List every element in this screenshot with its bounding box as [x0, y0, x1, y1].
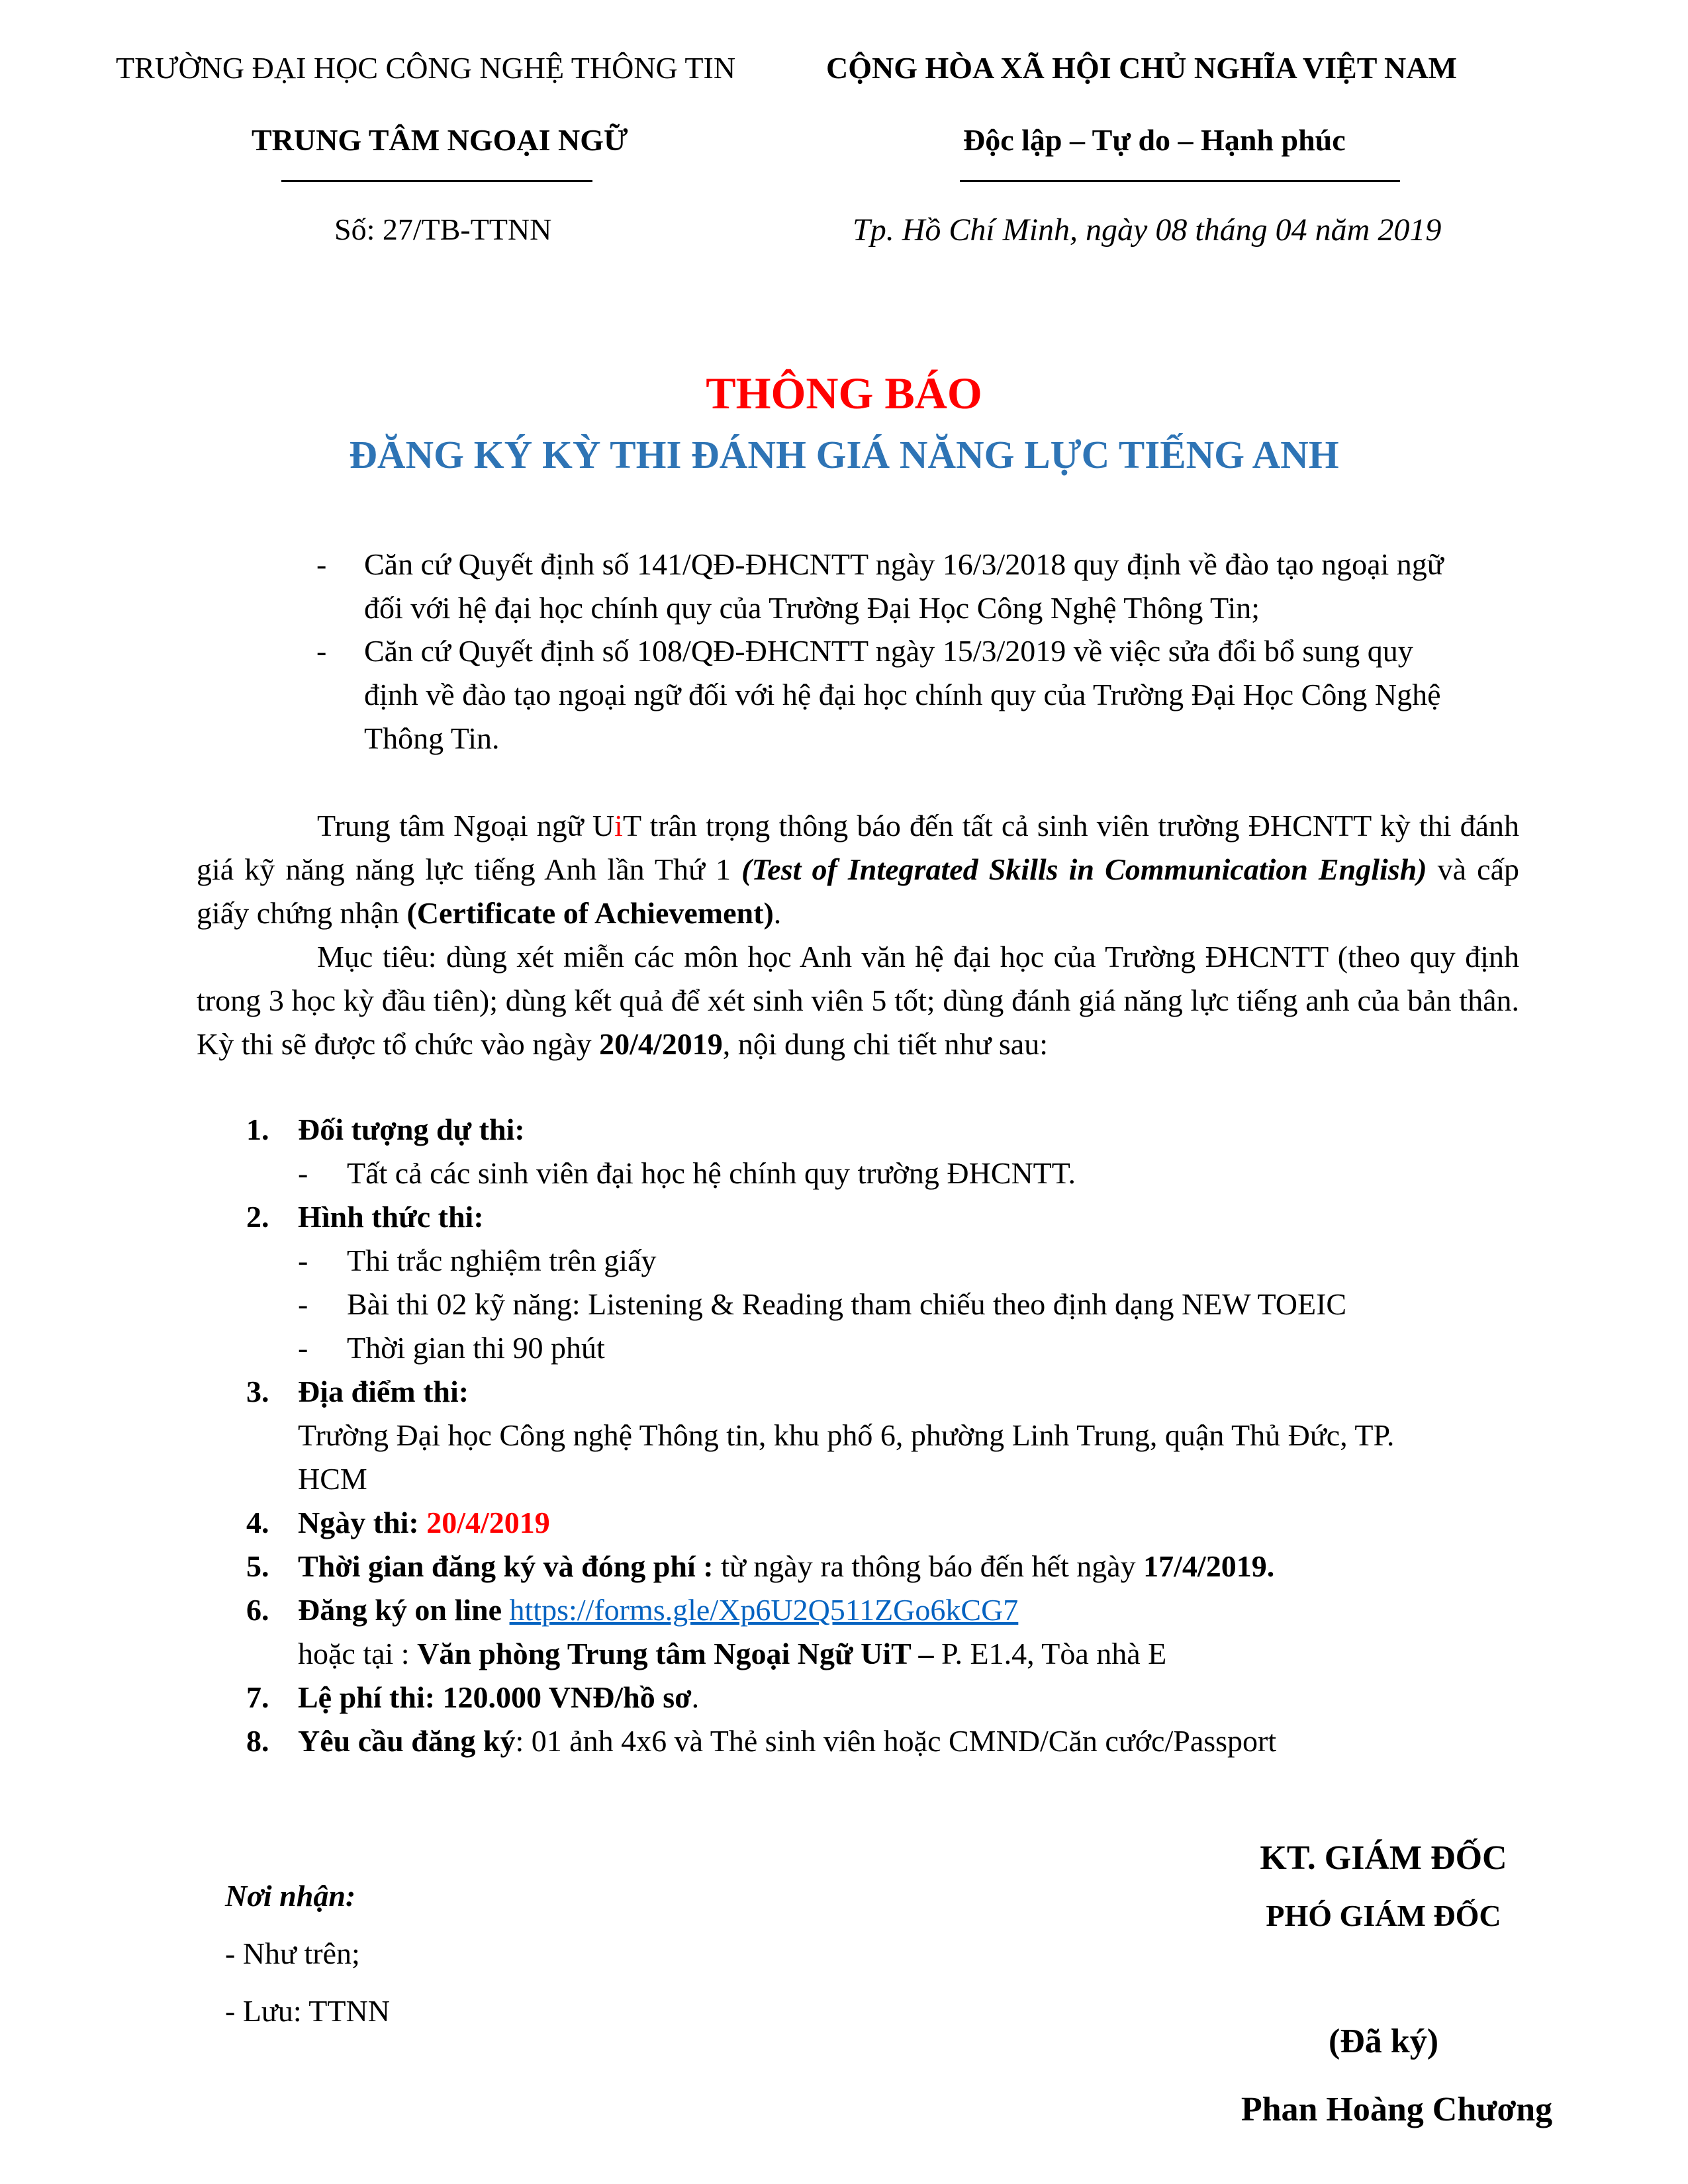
item-exam-date-value: 20/4/2019	[426, 1506, 550, 1539]
item-requirements-text: : 01 ảnh 4x6 và Thẻ sinh viên hoặc CMND/Căn cước/Passport	[515, 1724, 1277, 1758]
item-format-detail-1: Thi trắc nghiệm trên giấy	[347, 1244, 657, 1277]
item-registration-period	[298, 1549, 1274, 1584]
sub-dash: -	[298, 1287, 308, 1321]
item-format-title: Hình thức thi:	[298, 1200, 484, 1234]
item-offline-registration	[298, 1636, 1166, 1671]
item-online-registration-label: Đăng ký on line	[298, 1593, 502, 1627]
item-exam-fee-end: .	[691, 1680, 700, 1714]
sub-dash: -	[298, 1156, 308, 1190]
recipients-title: Nơi nhận:	[225, 1879, 356, 1913]
sub-dash: -	[298, 1244, 308, 1277]
item-exam-fee	[298, 1680, 699, 1715]
national-motto: Độc lập – Tự do – Hạnh phúc	[963, 123, 1346, 157]
item-eligibility-title: Đối tượng dự thi:	[298, 1113, 525, 1146]
item-requirements	[298, 1723, 1276, 1758]
nation-name: CỘNG HÒA XÃ HỘI CHỦ NGHĨA VIỆT NAM	[826, 51, 1457, 85]
item-number: 7.	[246, 1680, 269, 1714]
center-name: TRUNG TÂM NGOẠI NGỮ	[252, 123, 628, 157]
item-number: 5.	[246, 1549, 269, 1583]
item-number: 3.	[246, 1375, 269, 1408]
item-online-registration	[298, 1592, 1018, 1627]
recipient-2: - Lưu: TTNN	[225, 1994, 390, 2028]
brand-letter: i	[614, 809, 623, 842]
basis-2-line-1: Căn cứ Quyết định số 108/QĐ-ĐHCNTT ngày 15/3/2019 về việc sửa đổi bổ sung quy	[364, 634, 1413, 668]
exam-date-inline: 20/4/2019	[599, 1027, 723, 1061]
item-number: 1.	[246, 1113, 269, 1146]
left-header-rule	[281, 180, 592, 182]
school-name: TRƯỜNG ĐẠI HỌC CÔNG NGHỆ THÔNG TIN	[116, 51, 736, 85]
intro-paragraph-2	[197, 935, 1519, 1066]
item-registration-deadline: 17/4/2019.	[1143, 1549, 1275, 1583]
offline-registration-prefix: hoặc tại :	[298, 1637, 418, 1670]
intro-text: và cấp giấy chứng nhận	[197, 852, 1519, 930]
item-exam-date	[298, 1505, 550, 1540]
document-subtitle: ĐĂNG KÝ KỲ THI ĐÁNH GIÁ NĂNG LỰC TIẾNG ANH	[349, 433, 1339, 477]
certificate-name: (Certificate of Achievement)	[406, 896, 774, 930]
signer-name: Phan Hoàng Chương	[1241, 2091, 1553, 2128]
basis-1-line-1: Căn cứ Quyết định số 141/QĐ-ĐHCNTT ngày 16/3/2018 quy định về đào tạo ngoại ngữ	[364, 547, 1444, 581]
signed-mark: (Đã ký)	[1328, 2023, 1439, 2060]
item-exam-fee-label: Lệ phí thi: 120.000 VNĐ/hồ sơ	[298, 1680, 692, 1714]
recipient-1: - Như trên;	[225, 1936, 360, 1970]
bullet-dash: -	[316, 547, 327, 581]
signature-title-1: KT. GIÁM ĐỐC	[1260, 1839, 1507, 1877]
item-number: 6.	[246, 1593, 269, 1627]
basis-1-line-2: đối với hệ đại học chính quy của Trường Đại Học Công Nghệ Thông Tin;	[364, 591, 1260, 625]
intro-text: .	[773, 896, 782, 930]
intro-text: , nội dung chi tiết như sau:	[722, 1027, 1048, 1061]
item-eligibility-detail: Tất cả các sinh viên đại học hệ chính quy trường ĐHCNTT.	[347, 1156, 1076, 1190]
document-title: THÔNG BÁO	[706, 368, 982, 418]
offline-registration-office: Văn phòng Trung tâm Ngoại Ngữ UiT –	[417, 1637, 934, 1670]
item-location-title: Địa điểm thi:	[298, 1375, 469, 1408]
sub-dash: -	[298, 1331, 308, 1365]
intro-text: Trung tâm Ngoại ngữ U	[317, 809, 615, 842]
bullet-dash: -	[316, 634, 327, 668]
intro-text: Mục tiêu: dùng xét miễn các môn học Anh văn hệ đại học của Trường ĐHCNTT (theo quy định trong 3 học kỳ đầu tiên); dùng kết quả để xét sinh viên 5 tốt; dùng đánh giá năng lực tiếng anh của bản thân. Kỳ thi sẽ được tổ chức vào ngày	[197, 940, 1519, 1061]
document-number: Số: 27/TB-TTNN	[334, 212, 552, 246]
item-exam-date-label: Ngày thi:	[298, 1506, 427, 1539]
right-header-rule	[960, 180, 1400, 182]
item-number: 2.	[246, 1200, 269, 1234]
item-registration-period-text: từ ngày ra thông báo đến hết ngày	[713, 1549, 1144, 1583]
item-format-detail-2: Bài thi 02 kỹ năng: Listening & Reading tham chiếu theo định dạng NEW TOEIC	[347, 1287, 1347, 1321]
registration-form-link[interactable]: https://forms.gle/Xp6U2Q511ZGo6kCG7	[509, 1593, 1019, 1627]
item-location-line-2: HCM	[298, 1462, 367, 1496]
place-date: Tp. Hồ Chí Minh, ngày 08 tháng 04 năm 2019	[853, 212, 1442, 248]
intro-text: T trân trọng thông báo đến tất cả sinh viên trường ĐHCNTT kỳ thi đánh giá kỹ năng năng lực tiếng Anh lần Thứ 1	[197, 809, 1519, 886]
item-number: 8.	[246, 1724, 269, 1758]
basis-2-line-2: định về đào tạo ngoại ngữ đối với hệ đại học chính quy của Trường Đại Học Công Nghệ	[364, 678, 1441, 711]
offline-registration-room: P. E1.4, Tòa nhà E	[933, 1637, 1167, 1670]
basis-2-line-3: Thông Tin.	[364, 721, 500, 755]
item-number: 4.	[246, 1506, 269, 1539]
item-registration-period-label: Thời gian đăng ký và đóng phí :	[298, 1549, 714, 1583]
item-location-line-1: Trường Đại học Công nghệ Thông tin, khu phố 6, phường Linh Trung, quận Thủ Đức, TP.	[298, 1418, 1395, 1452]
item-requirements-label: Yêu cầu đăng ký	[298, 1724, 516, 1758]
intro-paragraph-1	[197, 804, 1519, 935]
signature-title-2: PHÓ GIÁM ĐỐC	[1266, 1899, 1501, 1933]
item-format-detail-3: Thời gian thi 90 phút	[347, 1331, 605, 1365]
test-name: (Test of Integrated Skills in Communication English)	[741, 852, 1427, 886]
